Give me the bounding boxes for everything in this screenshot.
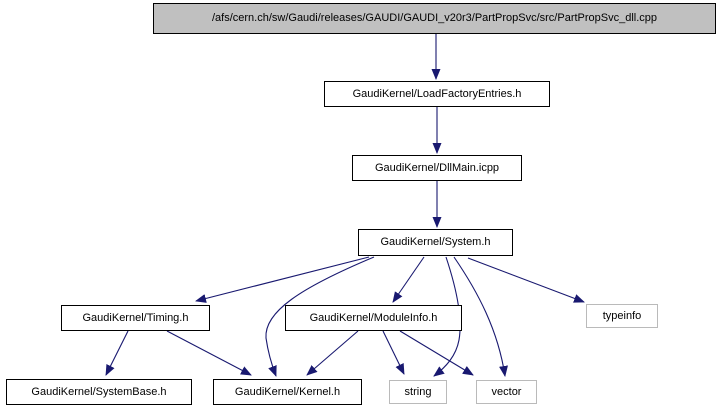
edge-timing-systembase [106, 331, 128, 375]
node-label: vector [491, 385, 522, 398]
node-moduleinfo[interactable] [285, 305, 462, 331]
edge-moduleinfo-string [383, 331, 404, 374]
edge-moduleinfo-vector [400, 331, 473, 375]
node-label: GaudiKernel/ModuleInfo.h [309, 311, 438, 324]
node-vector [476, 380, 537, 404]
edge-system-typeinfo [468, 258, 584, 302]
edge-system-moduleinfo [393, 257, 424, 302]
node-label: GaudiKernel/DllMain.icpp [374, 161, 500, 174]
node-timing[interactable] [61, 305, 210, 331]
node-label: GaudiKernel/Kernel.h [234, 385, 341, 398]
edge-system-timing [196, 257, 369, 301]
node-systembase[interactable] [6, 379, 192, 405]
node-root [153, 3, 716, 34]
node-label: typeinfo [602, 309, 642, 322]
node-label: GaudiKernel/SystemBase.h [31, 385, 167, 398]
node-label: GaudiKernel/Timing.h [82, 311, 189, 324]
node-system[interactable] [358, 229, 513, 256]
node-loadfactoryentries[interactable] [324, 81, 550, 107]
node-dllmain[interactable] [352, 155, 522, 181]
edge-timing-kernel [167, 331, 251, 375]
node-label: GaudiKernel/System.h [380, 236, 491, 248]
node-label: string [404, 385, 432, 398]
node-kernel[interactable] [213, 379, 362, 405]
node-label: GaudiKernel/LoadFactoryEntries.h [352, 87, 522, 100]
edge-moduleinfo-kernel [307, 331, 358, 375]
node-label: /afs/cern.ch/sw/Gaudi/releases/GAUDI/GAUDI_v20r3/PartPropSvc/src/PartPropSvc_dll.cpp [211, 12, 658, 24]
node-typeinfo [586, 304, 658, 328]
node-string [389, 380, 447, 404]
